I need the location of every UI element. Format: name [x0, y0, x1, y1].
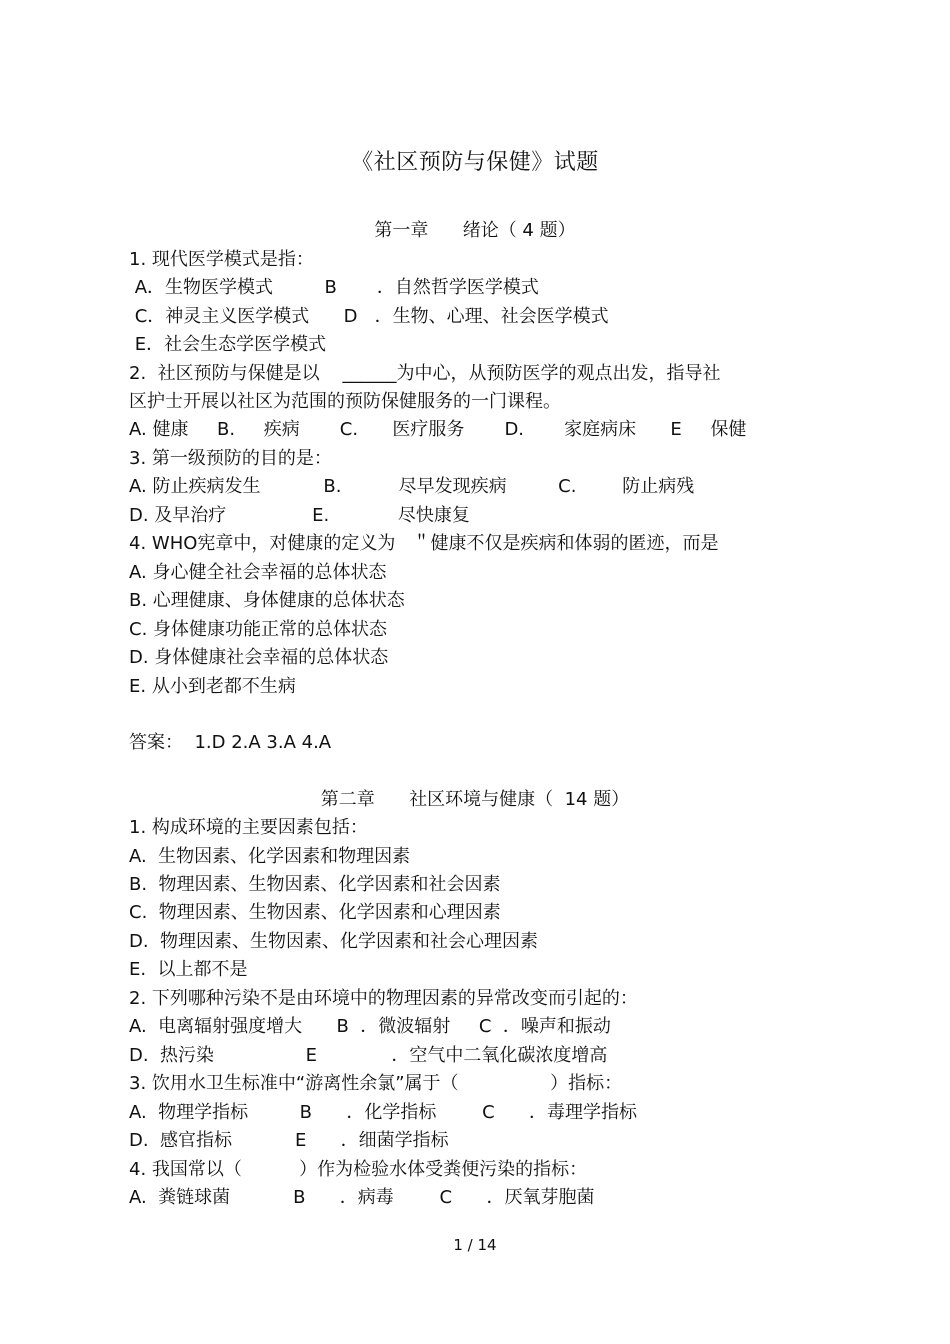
ch1-question-4: 4. WHO宪章中，对健康的定义为 ＂健康不仅是疾病和体弱的匿迹，而是 — [129, 533, 719, 554]
ch1-question-2: 2. 社区预防与保健是以 ______为中心，从预防医学的观点出发，指导社 — [129, 363, 721, 384]
page-number: 1 / 14 — [453, 1236, 497, 1254]
ch2-q3-options-de: D. 感官指标 E ．细菌学指标 — [129, 1130, 449, 1151]
ch1-q2-options: A. 健康 B. 疾病 C. 医疗服务 D. 家庭病床 E 保健 — [129, 419, 747, 440]
ch2-q2-options-abc: A. 电离辐射强度增大 B ．微波辐射 C ．噪声和振动 — [129, 1016, 611, 1037]
ch1-q1-options-cd: C．神灵主义医学模式 D ．生物、心理、社会医学模式 — [129, 306, 609, 327]
ch1-q1-options-ab: A．生物医学模式 B ．自然哲学医学模式 — [129, 277, 539, 298]
ch2-q1-option-e: E. 以上都不是 — [129, 959, 248, 980]
ch2-q1-option-c: C. 物理因素、生物因素、化学因素和心理因素 — [129, 902, 501, 923]
ch1-question-1: 1. 现代医学模式是指： — [129, 249, 314, 270]
ch2-q1-option-a: A. 生物因素、化学因素和物理因素 — [129, 846, 411, 867]
ch1-answer-key: 答案： 1.D 2.A 3.A 4.A — [129, 732, 332, 753]
ch2-question-1: 1. 构成环境的主要因素包括： — [129, 817, 368, 838]
ch1-q4-option-a: A. 身心健全社会幸福的总体状态 — [129, 562, 387, 583]
ch1-q3-options-de: D. 及早治疗 E. 尽快康复 — [129, 505, 470, 526]
ch1-question-2-cont: 区护士开展以社区为范围的预防保健服务的一门课程。 — [129, 391, 561, 412]
ch1-q4-option-d: D. 身体健康社会幸福的总体状态 — [129, 647, 389, 668]
ch1-q1-option-e: E．社会生态学医学模式 — [129, 334, 327, 355]
ch2-q2-options-de: D. 热污染 E ．空气中二氧化碳浓度增高 — [129, 1045, 608, 1066]
chapter1-heading: 第一章 绪论（ 4 题） — [374, 220, 576, 241]
ch1-question-3: 3. 第一级预防的目的是： — [129, 448, 332, 469]
ch2-q1-option-b: B. 物理因素、生物因素、化学因素和社会因素 — [129, 874, 501, 895]
document-title: 《社区预防与保健》试题 — [351, 150, 599, 175]
ch2-q1-option-d: D. 物理因素、生物因素、化学因素和社会心理因素 — [129, 931, 539, 952]
ch2-question-2: 2. 下列哪种污染不是由环境中的物理因素的异常改变而引起的： — [129, 988, 638, 1009]
ch1-q4-option-c: C. 身体健康功能正常的总体状态 — [129, 619, 388, 640]
ch2-q4-options-abc: A. 粪链球菌 B ．病毒 C ．厌氧芽胞菌 — [129, 1187, 595, 1208]
ch2-question-3: 3. 饮用水卫生标准中“游离性余氯”属于（ ）指标： — [129, 1073, 623, 1094]
ch1-q4-option-b: B. 心理健康、身体健康的总体状态 — [129, 590, 405, 611]
ch2-question-4: 4. 我国常以（ ）作为检验水体受粪便污染的指标： — [129, 1159, 588, 1180]
ch1-q4-option-e: E. 从小到老都不生病 — [129, 676, 296, 697]
ch2-q3-options-abc: A. 物理学指标 B ．化学指标 C ．毒理学指标 — [129, 1102, 638, 1123]
ch1-q3-options-abc: A. 防止疾病发生 B. 尽早发现疾病 C. 防止病残 — [129, 476, 695, 497]
chapter2-heading: 第二章 社区环境与健康（ 14 题） — [320, 789, 630, 810]
